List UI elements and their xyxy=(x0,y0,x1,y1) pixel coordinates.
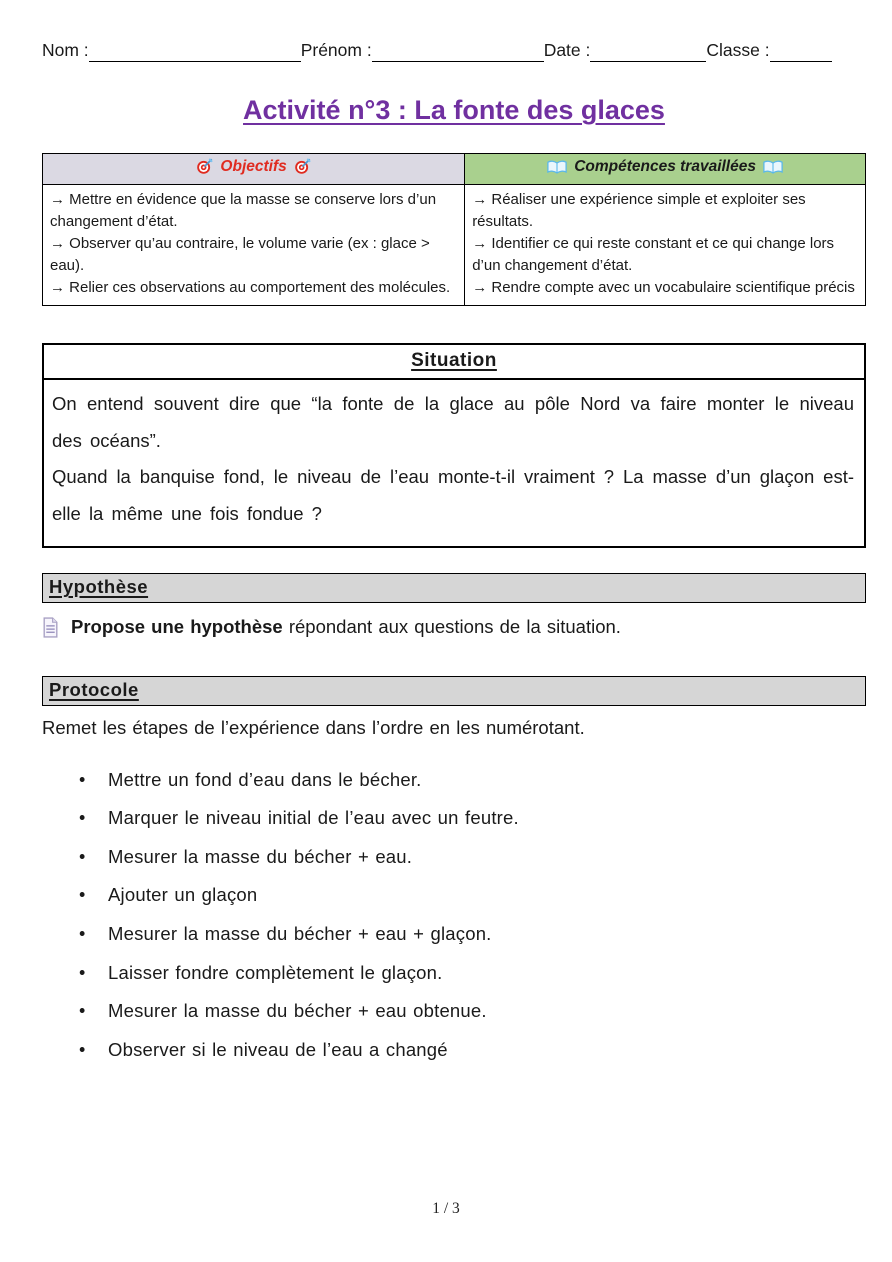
protocole-step: • Mettre un fond d’eau dans le bécher. xyxy=(42,760,866,799)
hypothese-instruction-rest: répondant aux questions de la situation. xyxy=(282,616,621,638)
situation-box xyxy=(42,343,866,548)
objectives-table-header-row xyxy=(43,154,866,185)
competence-item: → Rendre compte avec un vocabulaire scientifique précis xyxy=(472,279,855,297)
situation-paragraph: On entend souvent dire que “la fonte de la glace au pôle Nord va faire monter le niveau des océans”. xyxy=(52,393,854,451)
competence-item: → Réaliser une expérience simple et exploiter ses résultats. xyxy=(472,191,806,231)
situation-paragraph: Quand la banquise fond, le niveau de l’eau monte-t-il vraiment ? La masse d’un glaçon est-elle la même une fois fondue ? xyxy=(52,466,854,524)
protocole-heading-label: Protocole xyxy=(49,679,139,701)
situation-heading: Situation xyxy=(44,345,864,380)
protocole-section-header xyxy=(42,676,866,706)
objectives-table-body-row xyxy=(43,185,866,306)
protocole-step: • Ajouter un glaçon xyxy=(42,876,866,915)
nom-label: Nom : xyxy=(42,40,89,60)
hypothese-heading-label: Hypothèse xyxy=(49,576,149,598)
competences-cell xyxy=(465,185,866,306)
protocole-steps-list xyxy=(42,760,866,1069)
identity-header xyxy=(42,40,866,62)
protocole-step: • Laisser fondre complètement le glaçon. xyxy=(42,953,866,992)
protocole-step: • Mesurer la masse du bécher + eau + glaçon. xyxy=(42,915,866,954)
classe-blank-line xyxy=(770,42,832,62)
competences-header-cell xyxy=(465,154,866,185)
hypothese-instruction-text xyxy=(71,616,621,638)
objectives-table xyxy=(42,153,866,306)
protocole-step: • Mesurer la masse du bécher + eau obtenue. xyxy=(42,992,866,1031)
target-icon xyxy=(196,158,213,175)
objectifs-header-label: Objectifs xyxy=(220,157,287,175)
hypothese-instruction xyxy=(42,616,866,638)
nom-blank-line xyxy=(89,42,301,62)
open-book-icon xyxy=(763,160,783,175)
objectifs-header-cell xyxy=(43,154,465,185)
page-number: 1 / 3 xyxy=(432,1200,460,1217)
objectif-item: → Observer qu’au contraire, le volume varie (ex : glace > eau). xyxy=(50,235,430,275)
protocole-step: • Observer si le niveau de l’eau a changé xyxy=(42,1030,866,1069)
competence-item: → Identifier ce qui reste constant et ce qui change lors d’un changement d’état. xyxy=(472,235,835,275)
date-blank-line xyxy=(590,42,706,62)
prenom-label: Prénom : xyxy=(300,40,372,60)
objectif-item: → Relier ces observations au comportement des molécules. xyxy=(50,279,451,297)
competences-header-label: Compétences travaillées xyxy=(574,158,756,176)
objectif-item: → Mettre en évidence que la masse se conserve lors d’un changement d’état. xyxy=(50,191,437,231)
hypothese-section-header xyxy=(42,573,866,603)
open-book-icon xyxy=(547,160,567,175)
prenom-blank-line xyxy=(372,42,544,62)
hypothese-instruction-bold: Propose une hypothèse xyxy=(71,616,283,638)
document-icon xyxy=(42,617,59,638)
protocole-instruction: Remet les étapes de l’expérience dans l’ordre en les numérotant. xyxy=(42,717,585,739)
date-label: Date : xyxy=(543,40,591,60)
objectifs-cell xyxy=(43,185,465,306)
protocole-step: • Marquer le niveau initial de l’eau avec un feutre. xyxy=(42,799,866,838)
classe-label: Classe : xyxy=(706,40,770,60)
target-icon xyxy=(294,158,311,175)
page-title: Activité n°3 : La fonte des glaces xyxy=(243,95,665,125)
protocole-step: • Mesurer la masse du bécher + eau. xyxy=(42,837,866,876)
situation-text xyxy=(44,380,864,546)
